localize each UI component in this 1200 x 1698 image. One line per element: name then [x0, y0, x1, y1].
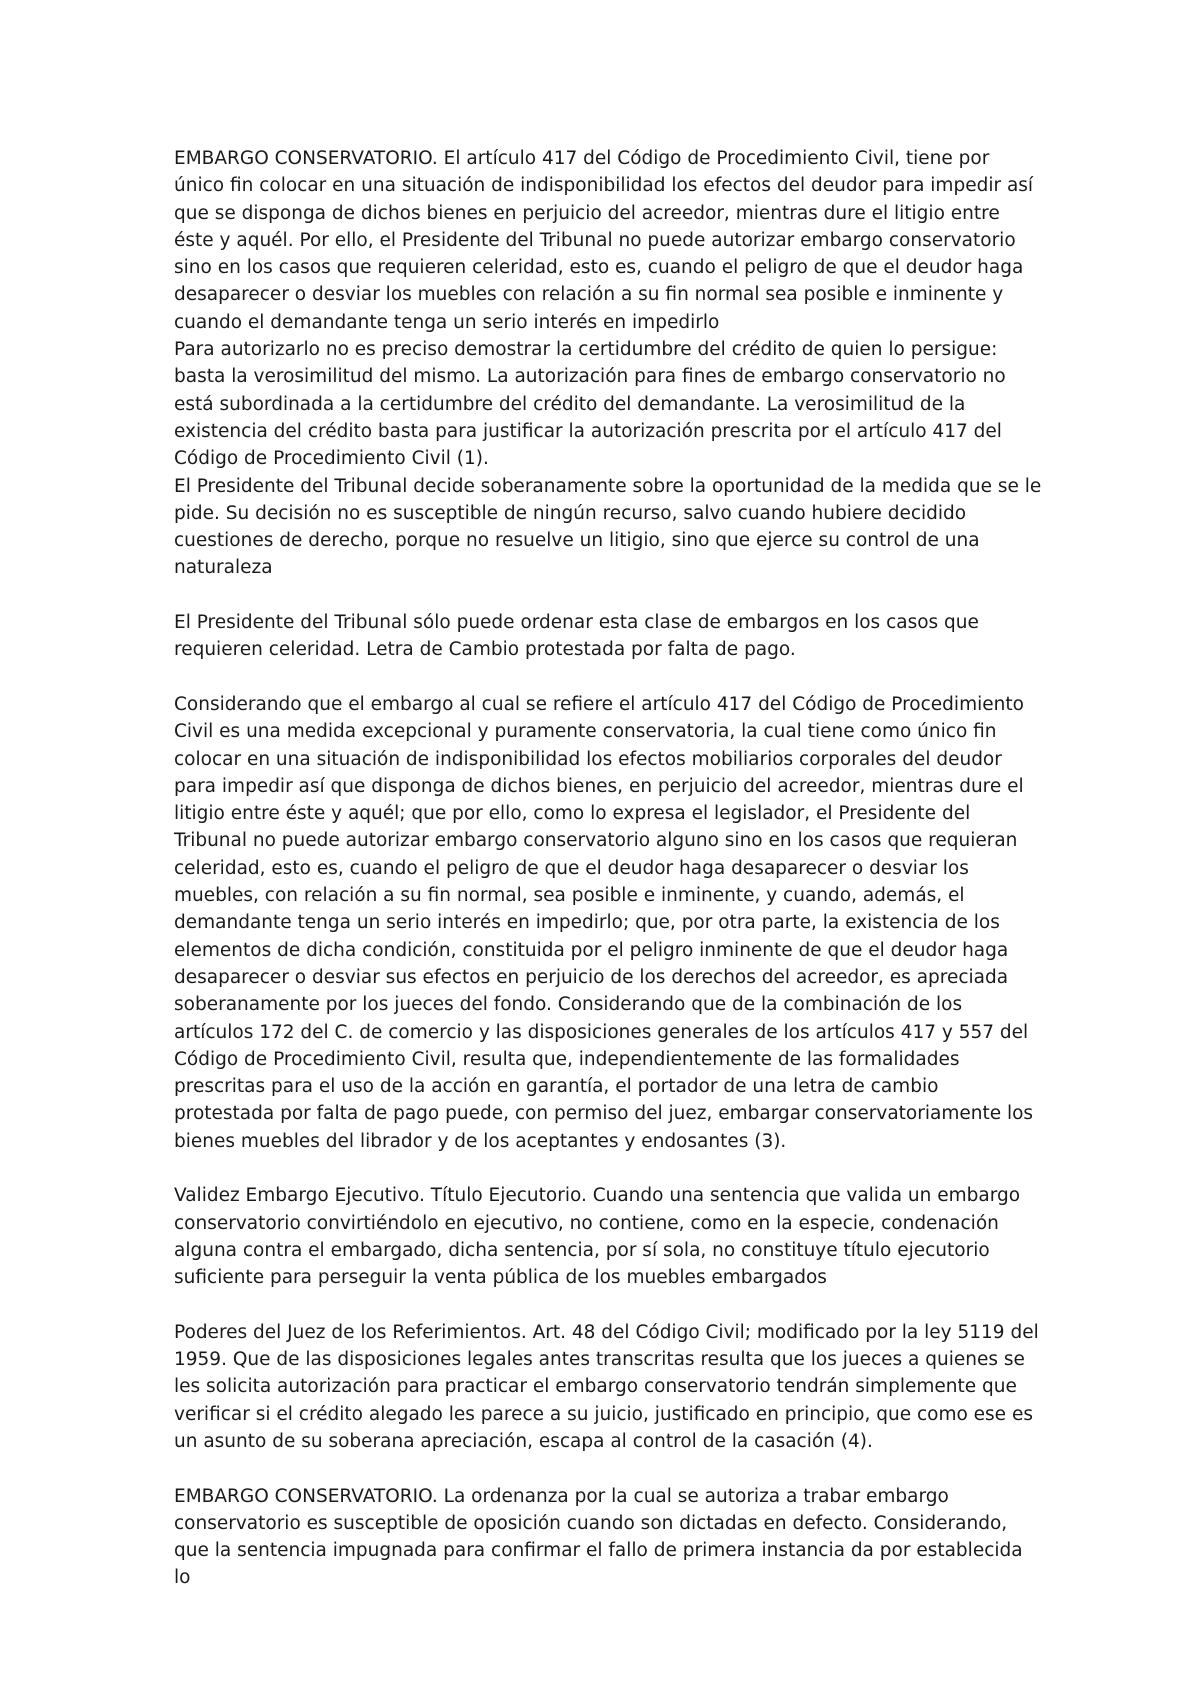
- paragraph-validez-embargo-ejecutivo: Validez Embargo Ejecutivo. Título Ejecutorio. Cuando una sentencia que valida un embargo conservatorio convirtiéndolo en ejecutivo, no contiene, como en la especie, condenación alguna contra el embargado, dicha sentencia, por sí sola, no constituye título ejecutorio suficiente para perseguir la venta pública de los muebles embargados: [174, 1185, 1021, 1289]
- paragraph-spacer: [174, 1455, 1044, 1482]
- paragraph-spacer: [174, 664, 1044, 691]
- paragraph-spacer: [174, 582, 1044, 609]
- paragraph-spacer: [174, 1291, 1044, 1318]
- paragraph-celeridad-letra-cambio: El Presidente del Tribunal sólo puede ordenar esta clase de embargos en los casos que requieren celeridad. Letra de Cambio protestada por falta de pago.: [174, 612, 979, 661]
- paragraph-embargo-ordenanza-oposicion: EMBARGO CONSERVATORIO. La ordenanza por la cual se autoriza a trabar embargo conservatorio es susceptible de oposición cuando son dictadas en defecto. Considerando, que la sentencia impugnada para confirmar el fallo de primera instancia da por establecida lo: [174, 1485, 1023, 1589]
- paragraph-considerando-embargo: Considerando que el embargo al cual se refiere el artículo 417 del Código de Procedimiento Civil es una medida excepcional y puramente conservatoria, la cual tiene como único fin colocar en una situación de indisponibilidad los efectos mobiliarios corporales del deudor para impedir así que disponga de dichos bienes, en perjuicio del acreedor, mientras dure el litigio entre éste y aquél; que por ello, como lo expresa el legislador, el Presidente del Tribunal no puede autorizar embargo conservatorio alguno sino en los casos que requieran celeridad, esto es, cuando el peligro de que el deudor haga desaparecer o desviar los muebles, con relación a su fin normal, sea posible e inminente, y cuando, además, el demandante tenga un serio interés en impedirlo; que, por otra parte, la existencia de los elementos de dicha condición, constituida por el peligro inminente de que el deudor haga desaparecer o desviar sus efectos en perjuicio de los derechos del acreedor, es apreciada soberanamente por los jueces del fondo. Considerando que de la combinación de los artículos 172 del C. de comercio y las disposiciones generales de los artículos 417 y 557 del Código de Procedimiento Civil, resulta que, independientemente de las formalidades prescritas para el uso de la acción en garantía, el portador de una letra de cambio protestada por falta de pago puede, con permiso del juez, embargar conservatoriamente los bienes muebles del librador y de los aceptantes y endosantes (3).: [174, 693, 1034, 1152]
- paragraph-spacer: [174, 1155, 1044, 1182]
- paragraph-embargo-conservatorio-intro: EMBARGO CONSERVATORIO. El artículo 417 del Código de Procedimiento Civil, tiene por único fin colocar en una situación de indisponibilidad los efectos del deudor para impedir así que se disponga de dichos bienes en perjuicio del acreedor, mientras dure el litigio entre éste y aquél. Por ello, el Presidente del Tribunal no puede autorizar embargo conservatorio sino en los casos que requieren celeridad, esto es, cuando el peligro de que el deudor haga desaparecer o desviar los muebles con relación a su fin normal sea posible e inminente y cuando el demandante tenga un serio interés en impedirlo: [174, 148, 1034, 333]
- paragraph-autorizacion-verosimilitud: Para autorizarlo no es preciso demostrar la certidumbre del crédito de quien lo persigue: basta la verosimilitud del mismo. La autorización para fines de embargo conservatorio no está subordinada a la certidumbre del crédito del demandante. La verosimilitud de la existencia del crédito basta para justificar la autorización prescrita por el artículo 417 del Código de Procedimiento Civil (1).: [174, 339, 1006, 470]
- paragraph-poderes-juez-referimientos: Poderes del Juez de los Referimientos. Art. 48 del Código Civil; modificado por la ley 5119 del 1959. Que de las disposiciones legales antes transcritas resulta que los jueces a quienes se les solicita autorización para practicar el embargo conservatorio tendrán simplemente que verificar si el crédito alegado les parece a su juicio, justificado en principio, que como ese es un asunto de su soberana apreciación, escapa al control de la casación (4).: [174, 1321, 1039, 1452]
- document-body: [174, 145, 1044, 1592]
- paragraph-presidente-decide: El Presidente del Tribunal decide soberanamente sobre la oportunidad de la medida que se le pide. Su decisión no es susceptible de ningún recurso, salvo cuando hubiere decidido cuestiones de derecho, porque no resuelve un litigio, sino que ejerce su control de una naturaleza: [174, 475, 1042, 579]
